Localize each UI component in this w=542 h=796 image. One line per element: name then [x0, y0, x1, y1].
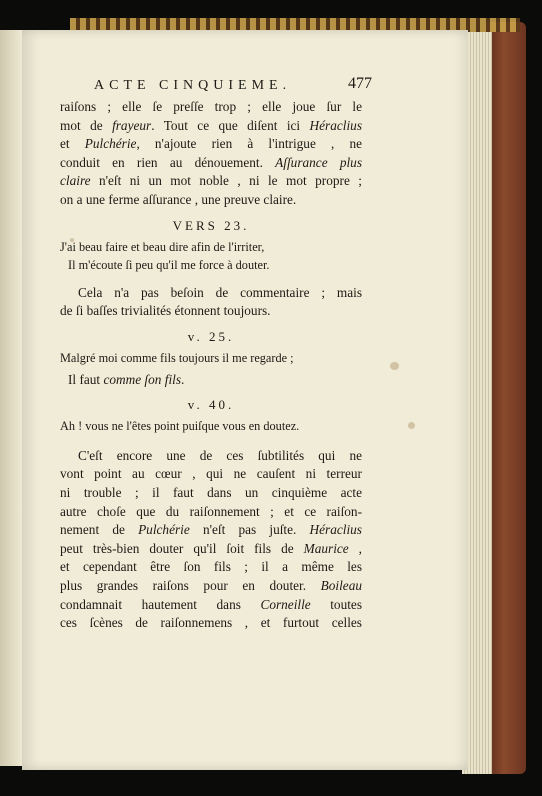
text-line: autre choſe que du raiſonnement ; et ce raiſon-	[60, 503, 362, 519]
text-line: on a une ferme aſſurance , une preuve claire.	[60, 191, 297, 207]
paragraph-1	[60, 98, 362, 210]
paragraph-2	[60, 284, 362, 321]
text-line: Cela n'a pas beſoin de commentaire ; mais	[78, 284, 362, 300]
book-binding	[486, 22, 526, 774]
running-title: ACTE CINQUIEME.	[94, 78, 292, 93]
text-line: de ſi baſſes trivialités étonnent toujours.	[60, 303, 271, 319]
text-line: plus grandes raiſons pour en douter. Boileau	[60, 577, 362, 593]
verse-heading: VERS 23.	[172, 217, 250, 233]
verse-heading: v. 40.	[187, 396, 235, 412]
page-text	[60, 75, 372, 633]
text-line: conduit en rien au dénouement. Aſſurance plus	[60, 154, 362, 170]
text-line: vont point au cœur , qui ne cauſent ni terreur	[60, 466, 362, 482]
text-line: ces ſcènes de raiſonnemens , et furtout celles	[60, 615, 362, 631]
page-number: 477	[348, 75, 372, 92]
verse-quote: Il m'écoute ſi peu qu'il me force à douter.	[68, 257, 270, 272]
text-line: condamnait hautement dans Corneille toutes	[60, 596, 363, 612]
verse-quote: Malgré moi comme fils toujours il me regarde ;	[60, 350, 294, 365]
paragraph-3	[60, 447, 362, 633]
foxing-spot	[390, 362, 399, 370]
text-line: peut très-bien douter qu'il ſoit fils de Maurice ,	[60, 540, 362, 556]
facing-page-edge	[0, 30, 22, 766]
text-line: et cependant être ſon fils ; il a même les	[60, 559, 362, 575]
verse-quote: Il faut comme ſon fils.	[68, 371, 185, 387]
text-line: claire n'eſt ni un mot noble , ni le mot propre ;	[60, 173, 362, 189]
text-line: raiſons ; elle ſe preſſe trop ; elle joue ſur le	[60, 99, 362, 114]
verse-heading: v. 25.	[187, 328, 235, 344]
text-line: C'eſt encore une de ces ſubtilités qui ne	[78, 447, 362, 463]
text-line: ni trouble ; il faut dans un cinquième acte	[60, 484, 362, 500]
running-head	[94, 75, 372, 98]
text-line: mot de frayeur. Tout ce que diſent ici Héraclius	[60, 117, 362, 133]
foxing-spot	[408, 422, 415, 429]
verse-quote: J'ai beau faire et beau dire afin de l'irriter,	[60, 239, 265, 254]
text-line: nement de Pulchérie n'eſt pas juſte. Héraclius	[60, 522, 362, 538]
text-line: et Pulchérie, n'ajoute rien à l'intrigue , ne	[60, 136, 362, 152]
verse-quote: Ah ! vous ne l'êtes point puiſque vous en doutez.	[60, 418, 300, 433]
